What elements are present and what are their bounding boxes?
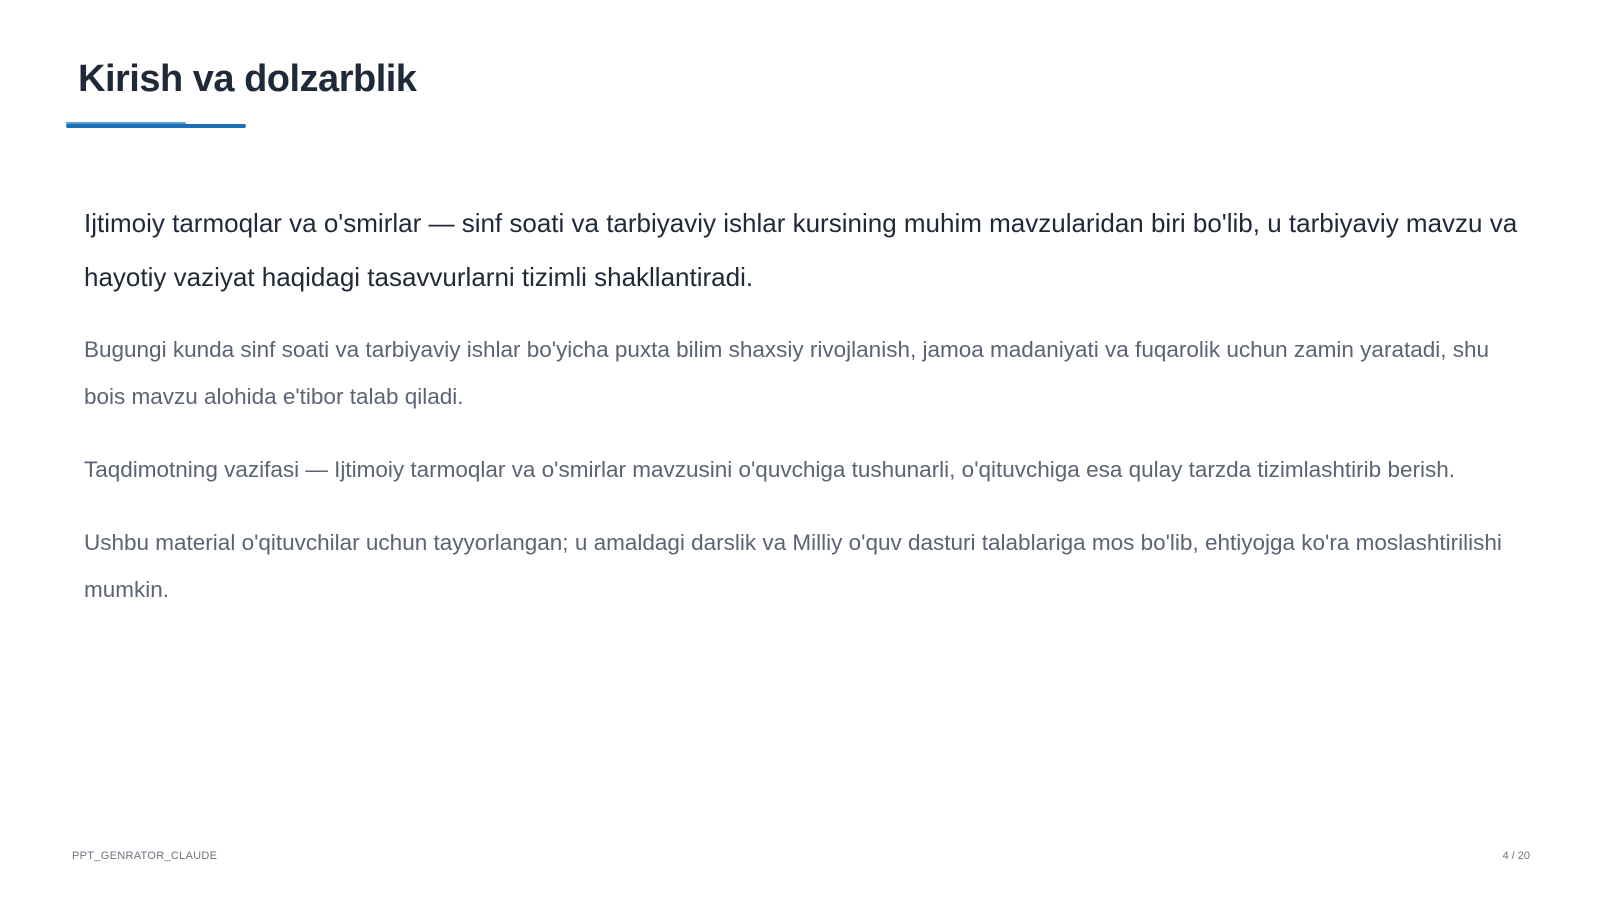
slide-title: Kirish va dolzarblik: [78, 58, 417, 100]
footer-source: PPT_GENRATOR_CLAUDE: [72, 850, 218, 862]
body-paragraph-2: Taqdimotning vazifasi — Ijtimoiy tarmoqlar va o'smirlar mavzusini o'quvchiga tushunarli, o'qituvchiga esa qulay tarzda tizimlashtirib berish.: [84, 457, 1455, 482]
title-underline-bar: [66, 124, 246, 128]
lead-paragraph: Ijtimoiy tarmoqlar va o'smirlar — sinf soati va tarbiyaviy ishlar kursining muhim mavzularidan biri bo'lib, u tarbiyaviy mavzu va hayotiy vaziyat haqidagi tasavvurlarni tizimli shakllantiradi.: [84, 208, 1518, 292]
body-paragraph-3: Ushbu material o'qituvchilar uchun tayyorlangan; u amaldagi darslik va Milliy o'quv dasturi talablariga mos bo'lib, ehtiyojga ko'ra moslashtirilishi mumkin.: [84, 530, 1502, 602]
page-number: 4 / 20: [1502, 850, 1530, 862]
body-paragraph-1: Bugungi kunda sinf soati va tarbiyaviy ishlar bo'yicha puxta bilim shaxsiy rivojlanish, jamoa madaniyati va fuqarolik uchun zamin yaratadi, shu bois mavzu alohida e'tibor talab qiladi.: [84, 337, 1490, 409]
title-underline: [66, 122, 246, 128]
slide-content: [84, 196, 1524, 639]
